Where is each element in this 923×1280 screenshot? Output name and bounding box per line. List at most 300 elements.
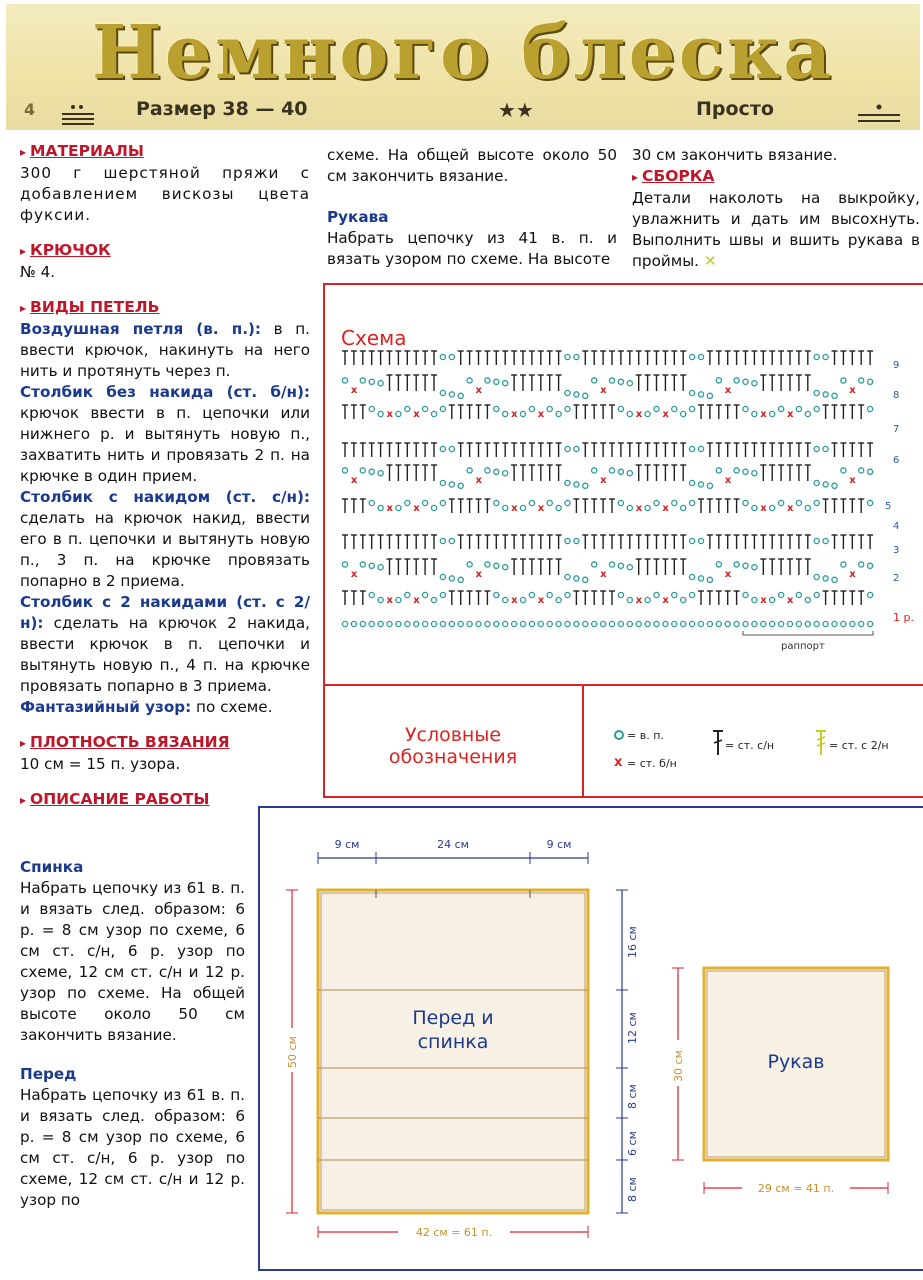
stitch-chain <box>645 505 650 510</box>
stitch-chain <box>805 597 810 602</box>
h6: 6 см <box>626 1131 639 1156</box>
stitch-chain <box>458 577 463 582</box>
end-mark-icon: ✕ <box>703 252 717 270</box>
body-label-1: Перед и <box>412 1007 494 1029</box>
stitch-chain <box>574 446 579 451</box>
stitch-sc: x <box>511 595 518 606</box>
row-number: 2 <box>893 573 900 584</box>
assembly-heading: ▸ СБОРКА <box>632 167 714 185</box>
stitch-chain <box>378 505 383 510</box>
stitch-chain <box>405 500 410 505</box>
stitch-chain <box>565 621 570 626</box>
stitch-chain <box>823 392 828 397</box>
stitch-sc: x <box>600 385 607 396</box>
stitch-chain <box>547 621 552 626</box>
stitch-chain <box>805 621 810 626</box>
sleeve-text: Набрать цепочку из 41 в. п. и вязать узором по схеме. На высоте <box>327 229 617 268</box>
h8b: 8 см <box>626 1177 639 1202</box>
stitch-chain <box>378 597 383 602</box>
stitch-chain <box>618 500 623 505</box>
stitch-sc: x <box>386 409 393 420</box>
h8a: 8 см <box>626 1084 639 1109</box>
stitch-chain <box>609 468 614 473</box>
stitch-chain <box>440 354 445 359</box>
stitch-sc: x <box>635 503 643 514</box>
stitch-chain <box>752 505 757 510</box>
stitch-chain <box>734 562 739 567</box>
stitch-chain <box>681 597 686 602</box>
stitch-chain <box>814 574 819 579</box>
page-title: Немного блеска <box>91 10 835 96</box>
stitch-desc: крючок ввести в п. цепочки или нижнего р. и вытянуть новую п., захватить нить и провязать 2 п. на крючке в один прием. <box>20 404 310 485</box>
stitch-chain <box>342 562 347 567</box>
row-number: 5 <box>885 501 892 512</box>
assembly-text: Детали наколоть на выкройку, увлажнить и дать им высохнуть. Выполнить швы и вшить рукава в проймы. ✕ <box>632 189 920 270</box>
stitch-chain <box>734 468 739 473</box>
stitch-chain <box>529 592 534 597</box>
schema-title: Схема <box>341 326 407 350</box>
stitch-chain <box>574 538 579 543</box>
stitch-sc: x <box>662 595 669 606</box>
stitch-chain <box>698 392 703 397</box>
stitch-chain <box>574 576 579 581</box>
stitch-chain <box>690 500 695 505</box>
stitch-chain <box>449 354 454 359</box>
stitch-chain <box>520 411 525 416</box>
dc-symbol <box>713 731 723 755</box>
stitch-chain <box>583 483 588 488</box>
stitch-chain <box>859 468 864 473</box>
stitch-chain <box>814 390 819 395</box>
stitch-chain <box>796 406 801 411</box>
rating-stars: ★★ <box>498 98 534 122</box>
stitch-chain <box>627 505 632 510</box>
stitch-chain <box>645 411 650 416</box>
stitch-chain <box>369 500 374 505</box>
stitch-chain <box>681 621 686 626</box>
stitch-sc: x <box>511 409 518 420</box>
stitch-sc: x <box>537 409 545 420</box>
stitch-chain <box>529 621 534 626</box>
stitch-chain <box>672 406 677 411</box>
stitch-chain <box>520 621 525 626</box>
stitch-chain <box>707 393 712 398</box>
row-number: 1 р. <box>893 611 914 624</box>
sleeve-title: Рукава <box>327 208 389 226</box>
stitch-chain <box>360 621 365 626</box>
stitch-chain <box>627 597 632 602</box>
stitch-chain <box>547 592 552 597</box>
stitch-chain <box>690 390 695 395</box>
stitch-chain <box>698 621 703 626</box>
stitch-chain <box>859 621 864 626</box>
stitch-chain <box>440 621 445 626</box>
stitch-chain <box>868 379 873 384</box>
stitch-chain <box>725 621 730 626</box>
stitch-chain <box>494 500 499 505</box>
stitch-chain <box>565 354 570 359</box>
back-text: Набрать цепочку из 61 в. п. и вязать след. образом: 6 р. = 8 см узор по схеме, 6 см ст. с/н, 6 р. узор по схеме, 12 см ст. с/н и 12 р. узор по схеме. На общей высоте около 50 см закончить вязание. <box>20 879 245 1044</box>
stitch-chain <box>396 411 401 416</box>
stitch-chain <box>832 577 837 582</box>
stitch-chain <box>378 381 383 386</box>
legend-sc: = ст. б/н <box>627 757 677 770</box>
stitch-chain <box>405 621 410 626</box>
stitch-chain <box>440 480 445 485</box>
stitch-chain <box>832 621 837 626</box>
stitch-chain <box>467 468 472 473</box>
stitch-sc: x <box>724 385 732 396</box>
stitch-term: Фантазийный узор: <box>20 698 192 716</box>
materials-heading: ▸ МАТЕРИАЛЫ <box>20 142 144 160</box>
repeat-label: раппорт <box>781 641 825 652</box>
stitch-sc: x <box>475 569 482 580</box>
stitch-chain <box>814 480 819 485</box>
stitch-def <box>20 319 310 382</box>
stitch-chain <box>681 411 686 416</box>
stitch-chain <box>440 406 445 411</box>
stitch-chain <box>716 562 721 567</box>
stitch-chain <box>565 538 570 543</box>
gauge-heading: ▸ ПЛОТНОСТЬ ВЯЗАНИЯ <box>20 733 230 751</box>
stitch-chain <box>707 577 712 582</box>
stitch-chain <box>449 576 454 581</box>
legend-tr: = ст. с 2/н <box>829 739 889 752</box>
stitch-chain <box>832 393 837 398</box>
body-label-2: спинка <box>417 1031 489 1053</box>
stitch-chain <box>565 406 570 411</box>
stitch-chain <box>494 563 499 568</box>
stitch-chain <box>574 392 579 397</box>
stitch-chain <box>431 411 436 416</box>
chain-symbol <box>615 731 623 739</box>
stitch-chain <box>609 562 614 567</box>
stitch-chain <box>369 621 374 626</box>
stitch-sc: x <box>475 475 482 486</box>
stitch-chain <box>503 621 508 626</box>
sleeve-label: Рукав <box>767 1051 825 1073</box>
height-total: 50 см <box>286 1036 299 1068</box>
stitch-chain <box>627 565 632 570</box>
dim-right: 9 см <box>546 838 572 851</box>
stitch-sc: x <box>413 595 420 606</box>
stitch-sc: x <box>413 409 420 420</box>
stitch-chain <box>431 621 436 626</box>
stitch-chain <box>814 621 819 626</box>
stitch-sc: x <box>537 595 545 606</box>
stitch-chain <box>378 621 383 626</box>
dim-left: 9 см <box>334 838 360 851</box>
stitch-chain <box>449 538 454 543</box>
stitch-chain <box>494 406 499 411</box>
stitch-chain <box>565 480 570 485</box>
stitch-chain <box>467 378 472 383</box>
page-number: 4 <box>24 100 36 119</box>
stitch-chain <box>832 483 837 488</box>
stitch-chain <box>814 446 819 451</box>
stitch-chain <box>387 621 392 626</box>
stitch-chain <box>716 378 721 383</box>
stitch-chain <box>752 597 757 602</box>
stitch-chain <box>520 505 525 510</box>
stitch-chain <box>565 592 570 597</box>
stitch-chain <box>467 621 472 626</box>
stitch-chain <box>841 621 846 626</box>
stitch-chain <box>761 621 766 626</box>
stitch-chain <box>618 469 623 474</box>
stitch-chain <box>565 446 570 451</box>
stitch-chain <box>868 592 873 597</box>
stitch-chain <box>779 621 784 626</box>
stitch-chain <box>627 381 632 386</box>
stitch-sc: x <box>849 385 856 396</box>
stitch-chain <box>796 500 801 505</box>
gauge-text: 10 см = 15 п. узора. <box>20 755 181 773</box>
stitch-chain <box>449 621 454 626</box>
stitch-chain <box>868 500 873 505</box>
stitch-chain <box>743 563 748 568</box>
legend-dc: = ст. с/н <box>725 739 775 752</box>
stitch-chain <box>529 500 534 505</box>
stitch-chain <box>618 592 623 597</box>
stitch-sc: x <box>787 595 794 606</box>
stitch-def <box>20 382 310 487</box>
stitch-chain <box>378 411 383 416</box>
stitch-chain <box>618 563 623 568</box>
stitch-chain <box>458 483 463 488</box>
stitch-desc: сделать на крючок 2 накида, ввести крючок в п. цепочки и вытянуть новую п., 4 п. на крючке провязать попарно в 3 приема. <box>20 614 310 695</box>
stitch-sc: x <box>635 595 643 606</box>
stitch-sc: x <box>724 569 732 580</box>
stitch-chain <box>565 390 570 395</box>
stitch-chain <box>787 621 792 626</box>
stitch-chain <box>698 576 703 581</box>
materials-text: 300 г шерстяной пряжи с добавлением вискозы цвета фуксии. <box>20 164 310 224</box>
stitch-sc: x <box>724 475 732 486</box>
front-text: Набрать цепочку из 61 в. п. и вязать след. образом: 6 р. = 8 см узор по схеме, 6 см ст. с/н, 6 р. узор по схеме, 12 см ст. с/н и 12 р. узор по <box>20 1086 245 1209</box>
stitch-sc: x <box>787 409 794 420</box>
stitch-chain <box>592 378 597 383</box>
stitch-chain <box>503 597 508 602</box>
stitch-chain <box>627 411 632 416</box>
stitch-chain <box>779 500 784 505</box>
stitch-chain <box>431 597 436 602</box>
back-title: Спинка <box>20 858 84 876</box>
stitch-chain <box>423 406 428 411</box>
sleeve-height: 30 см <box>672 1050 685 1082</box>
stitch-chain <box>565 500 570 505</box>
stitch-chain <box>654 406 659 411</box>
stitch-chain <box>805 411 810 416</box>
row-number: 9 <box>893 360 900 371</box>
work-heading: ▸ ОПИСАНИЕ РАБОТЫ <box>20 790 209 808</box>
stitch-chain <box>770 621 775 626</box>
stitch-chain <box>574 354 579 359</box>
stitch-chain <box>752 471 757 476</box>
stitch-chain <box>476 621 481 626</box>
stitch-desc: в п. ввести крючок, накинуть на него нить и протянуть через п. <box>20 320 310 380</box>
stitch-sc: x <box>350 569 358 580</box>
stitch-chain <box>690 354 695 359</box>
stitch-chain <box>752 381 757 386</box>
stitch-chain <box>743 379 748 384</box>
stitch-chain <box>859 378 864 383</box>
stitch-chain <box>360 468 365 473</box>
middle-column <box>327 145 617 270</box>
divide-icon <box>856 104 902 128</box>
stitch-chain <box>601 621 606 626</box>
stitch-sc: x <box>600 475 607 486</box>
stitch-sc: x <box>350 475 358 486</box>
stitch-chain <box>609 621 614 626</box>
stitch-chain <box>547 406 552 411</box>
stitch-chain <box>690 592 695 597</box>
stitch-chain <box>405 592 410 597</box>
stitch-chain <box>503 381 508 386</box>
stitch-chain <box>654 500 659 505</box>
stitch-chain <box>779 592 784 597</box>
stitch-chain <box>556 597 561 602</box>
stitch-chain <box>547 500 552 505</box>
stitch-chain <box>814 500 819 505</box>
stitch-sc: x <box>511 503 518 514</box>
stitch-chain <box>654 592 659 597</box>
h12: 12 см <box>626 1012 639 1044</box>
stitch-chain <box>369 469 374 474</box>
stitch-chain <box>734 378 739 383</box>
stitch-chain <box>690 621 695 626</box>
stitch-chain <box>440 592 445 597</box>
stitch-chain <box>841 468 846 473</box>
sleeve-width: 29 см = 41 п. <box>757 1182 835 1195</box>
stitch-grid <box>342 351 873 627</box>
stitch-sc: x <box>787 503 794 514</box>
stitch-chain <box>485 621 490 626</box>
sleeve-text-cont: 30 см закончить вязание. <box>632 146 838 164</box>
stitch-chain <box>512 621 517 626</box>
legend-title-2: обозначения <box>388 746 518 768</box>
stitch-chain <box>716 621 721 626</box>
stitch-chain <box>841 378 846 383</box>
difficulty-label: Просто <box>696 98 774 120</box>
crochet-chart <box>323 283 923 798</box>
stitch-chain <box>645 621 650 626</box>
stitch-def <box>20 487 310 592</box>
stitch-chain <box>440 538 445 543</box>
stitch-chain <box>440 574 445 579</box>
stitch-chain <box>396 621 401 626</box>
stitch-sc: x <box>386 503 393 514</box>
stitch-sc: x <box>475 385 482 396</box>
stitch-chain <box>690 480 695 485</box>
stitch-chain <box>592 468 597 473</box>
stitch-chain <box>342 468 347 473</box>
stitch-chain <box>796 621 801 626</box>
stitch-chain <box>369 592 374 597</box>
stitch-sc: x <box>386 595 393 606</box>
stitch-chain <box>556 505 561 510</box>
stitch-term: Столбик без накида (ст. б/н): <box>20 383 310 401</box>
stitch-chain <box>609 378 614 383</box>
left-column <box>20 141 310 811</box>
stitch-chain <box>494 379 499 384</box>
stitch-chain <box>396 597 401 602</box>
row-number: 6 <box>893 455 900 466</box>
stitch-chain <box>583 393 588 398</box>
stitch-chain <box>672 592 677 597</box>
stitch-chain <box>414 621 419 626</box>
stitch-chain <box>458 393 463 398</box>
stitch-chain <box>752 565 757 570</box>
stitch-sc: x <box>760 409 767 420</box>
stitch-chain <box>841 562 846 567</box>
stitch-chain <box>485 468 490 473</box>
stitch-chain <box>574 482 579 487</box>
stitch-chain <box>823 354 828 359</box>
stitch-chain <box>494 469 499 474</box>
stitch-chain <box>583 577 588 582</box>
stitch-chain <box>467 562 472 567</box>
stitch-chain <box>342 621 347 626</box>
stitch-chain <box>529 406 534 411</box>
stitch-sc: x <box>600 569 607 580</box>
stitch-chain <box>734 621 739 626</box>
stitch-chain <box>814 406 819 411</box>
stitch-sc: x <box>760 503 767 514</box>
stitch-chain <box>360 562 365 567</box>
stitch-sc: x <box>662 409 669 420</box>
stitch-chain <box>627 471 632 476</box>
stitch-chain <box>868 563 873 568</box>
stitch-chain <box>369 379 374 384</box>
stitch-term: Столбик с 2 накидами (ст. с 2/н): <box>20 593 310 632</box>
width-bottom: 42 см = 61 п. <box>415 1226 493 1239</box>
stitch-chain <box>698 446 703 451</box>
stitch-chain <box>743 406 748 411</box>
stitch-chain <box>743 500 748 505</box>
stitch-chain <box>707 483 712 488</box>
stitch-chain <box>449 392 454 397</box>
stitch-chain <box>868 469 873 474</box>
stitch-desc: по схеме. <box>191 698 273 716</box>
stitch-chain <box>716 468 721 473</box>
stitch-sc: x <box>413 503 420 514</box>
stitch-chain <box>823 538 828 543</box>
stitch-chain <box>690 406 695 411</box>
stitch-chain <box>672 621 677 626</box>
stitch-chain <box>618 406 623 411</box>
stitch-chain <box>690 446 695 451</box>
stitch-chain <box>743 592 748 597</box>
stitch-chain <box>814 592 819 597</box>
stitch-sc: x <box>350 385 358 396</box>
stitch-chain <box>574 621 579 626</box>
stitch-chain <box>690 574 695 579</box>
stitch-chain <box>814 354 819 359</box>
stitch-chain <box>378 471 383 476</box>
stitch-chain <box>440 500 445 505</box>
right-column <box>632 145 920 272</box>
stitch-chain <box>378 565 383 570</box>
stitch-chain <box>556 411 561 416</box>
sewing-pattern <box>258 806 923 1271</box>
dim-mid: 24 см <box>437 838 469 851</box>
stitch-chain <box>823 621 828 626</box>
stitch-chain <box>868 621 873 626</box>
stitch-chain <box>396 505 401 510</box>
stitches-heading: ▸ ВИДЫ ПЕТЕЛЬ <box>20 298 160 316</box>
front-text-cont: схеме. На общей высоте около 50 см закончить вязание. <box>327 146 617 185</box>
